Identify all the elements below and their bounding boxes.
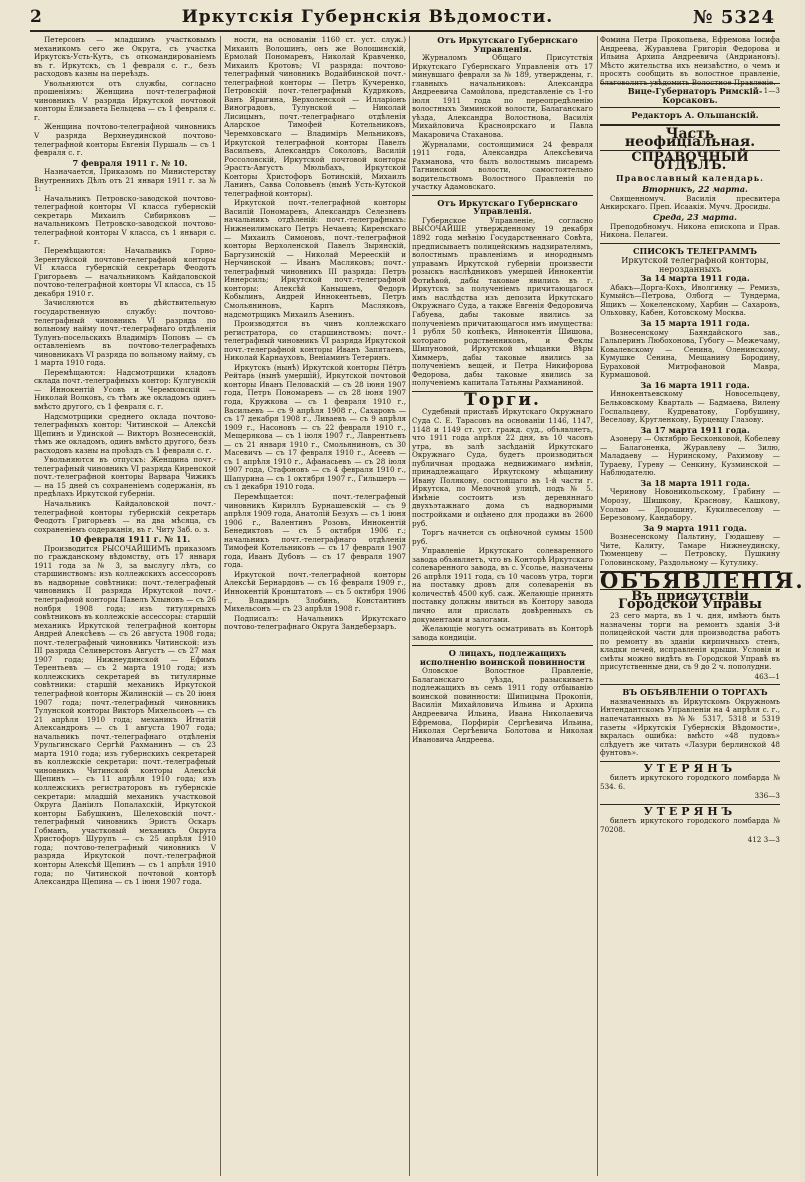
telegrams-subheading: Иркутской телеграфной конторы, нерозданныхъ (621, 255, 769, 274)
telegram-list: Черинову Новоникольскому, Грабину — Морозу, Шишкову, Краснову, Кашкову, Усолью — Дорошину, Кукилвеселову — Березовому, Кандабору. (600, 487, 780, 523)
paragraph: Журналомъ Общаго Присутствія Иркутскаго Губернскаго Управленія отъ 17 минувшаго февраля за № 189, утверждены, г. главныхъ начальниковъ: Александра Андреевича Самойлова, представленіе съ 1-го іюля 1911 года по переопредѣленію волостныхъ Зиминской волости, Балаганскаго уѣзда, Александра Волостнова, Василія Михайловича Красноярскаго и Павла Макаровича Стаханова. (412, 53, 593, 140)
ad-number: 463—1 (754, 671, 780, 681)
paragraph: Перемѣщается: почт.-телеграфный чиновникъ Кириллъ Бурнашевскій — съ 9 апрѣля 1909 года, Анатолій Безухъ — съ 1 іюня 1906 г., Валентинъ Розовъ, Иннокентій Бенедиктовъ — съ 5 октября 1906 г.; начальникъ почт.-телеграфнаго отдѣленія Тимофей Котельниковъ — съ 17 февраля 1907 года, Иванъ Дубовъ — съ 17 февраля 1907 года. (224, 491, 406, 570)
telegram-list: Вознесенскому Баяндайского зав., Гальперинъ Любохонова, Губогу — Межечаму, Ковалевскому — Сенина, Оленинскому, Кумушке Сенина, Мещанину Бородину, Бураховой Митрофановой Мавра, Курмашовой. (600, 327, 780, 380)
calendar-heading: Православный календарь. (616, 172, 764, 183)
paragraph: Надсмотрщики среднего оклада почтово-телеграфныхъ контор: Читинской — Алексѣй Щепинъ и Удинской — Викторъ Вознесенскій, тѣмъ же окладомъ, одинъ вмѣсто другого, безъ расходовъ казны на проѣздъ съ 1 февраля с. г. (34, 411, 216, 455)
telegram-list: Иннокентьевскому Новосельцеву, Бельковскому Кварталь — Бадмаева, Вилену Госпальцеву, Кудреватову, Горбушину, Веселову, Кругленкову, Бурцевцу Глазову. (600, 389, 780, 425)
auction-notice-heading: ВЪ ОБЪЯВЛЕНІИ О ТОРГАХЪ (622, 687, 768, 698)
section-heading: Отъ Иркутскаго Губернскаго Управленія. (437, 197, 578, 217)
telegram-date: За 14 марта 1911 года. (640, 273, 750, 284)
ad-number: 412 3—3 (747, 834, 780, 844)
paragraph: Оловское Волостное Правленіе, Балаганскаго уѣзда, разыскиваетъ подлежащихъ въ семъ 1911 году отбыванію воинской повинности: Шипицына Прокопія, Василія Михайловича Ильина и Архипа Андреевича Ильина, Ивана Николаевича Ефремова, Порфирія Сергѣевича Ильина, Николая Сергѣевича Болотова и Николая Ивановича Андреева. (412, 666, 593, 744)
column-1 (34, 36, 216, 1176)
paragraph: Губернское Управленіе, согласно ВЫСОЧАЙШЕ утвержденному 19 декабря 1892 года мнѣнію Государственнаго Совѣта, предписываетъ полицейскимъ надзирателямъ, волостнымъ правленіямъ и инороднымъ управамъ Иркутской губерніи произвести розыскъ наслѣдниковъ умершей Иннокентіи Фотиѣвой, дабы таковые явились въ г. Иркутскъ за полученіемъ причитающагося имъ наслѣдства изъ депозита Иркутскаго Окружнаго Суда, а также Евгенія Федоровича Габуева, дабы таковые явились за полученіемъ причитающагося имъ имущества: 1 рубля 50 копѣекъ, Иннокентія Шишова, котораго родственниковъ, и Феклы Шипуновой, Иркутской мѣщанки Вѣры Химмеръ, дабы таковые явились за полученіемъ вещей, и Петра Никифорова Федорова, дабы таковые явились за полученіемъ капитала Татьяны Рахманиной. (412, 215, 593, 388)
page-number: 2 (30, 7, 42, 27)
editor-signature: Редакторъ А. Ольшанскій. (631, 110, 759, 121)
signature: Подписалъ: Начальникъ Иркутскаго почтово-телеграфнаго Округа Зандеберзаръ. (224, 613, 406, 632)
paragraph: Управленіе Иркутскаго солеваренного завода объявляетъ, что въ Конторѣ Иркутскаго солеваренного завода, въ с. Усолье, назначены 26 апрѣля 1911 года, съ 10 часовъ утра, торги на поставку дровъ для солеваренія въ количествѣ 4500 куб. саж. Желающіе принять поставку должны явиться въ Контору завода лично или прислать довѣренныхъ съ документами и залогами. (412, 546, 593, 624)
paragraph: Назначается, Приказомъ по Министерству Внутреннихъ Дѣлъ отъ 21 января 1911 г. за № 1: (34, 167, 216, 194)
paragraph: Увольняются въ отпускъ: Женщина почт.-телеграфный чиновникъ VI разряда Киренской почт.-телеграфной конторы Варвара Чижикъ — на 15 дней съ сохраненіемъ содержанія, въ предѣлахъ Иркутской губерніи. (34, 455, 216, 499)
divider (600, 243, 780, 244)
column-3 (412, 36, 593, 1176)
ad-number: 336—3 (754, 791, 780, 801)
paragraph: Начальникъ Кайдаловской почт.-телеграфной конторы губернскій секретарь Феодотъ Григорьевъ — на два мѣсяца, съ сохраненіемъ содержанія, въ г. Читу Заб. о. з. (34, 498, 216, 534)
telegram-list: Абакъ—Дорга-Кохъ, Иволгинку — Ремизъ, Кумыйсъ—Петрова, Олбогд — Тундерма, Ящикъ — Хокеленскому, Харбин — Сахаровъ, Ольховку, Кабен, Котовскому Москва. (600, 282, 780, 318)
divider (600, 684, 780, 685)
ad-text: назначенныхъ въ Иркутскомъ Окружномъ Интендантскомъ Управленіи на 4 апрѣля с. г., напечатанныхъ въ №№ 5317, 5318 и 5319 газеты «Иркутскія Губернскія Вѣдомости», вкралась ошибка: вмѣсто «48 пудовъ» слѣдуетъ же читать «Лазури берлинской 48 фунтовъ». (600, 696, 780, 758)
paragraph: Петерсонъ — младшимъ участковымъ механикомъ сего же Округа, съ участка Иркутскъ-Усть-Кутъ, съ откомандированіемъ въ г. Иркутскъ, съ 1 февраля с. г., безъ расходовъ казны на переѣздъ. (34, 35, 216, 79)
telegram-date: За 18 марта 1911 года. (640, 477, 750, 488)
paragraph: Женщина почтово-телеграфной чиновникъ V разряда Верхнеудинской почтово-телеграфной конторы Евгенія Пуршаль — съ 1 февраля с. г. (34, 122, 216, 158)
paragraph: Перемѣщаются: Начальникъ Горно-Зерентуйской почтово-телеграфной конторы VI класса губернскій секретарь Феодотъ Григорьевъ — начальникомъ Кайдаловской почтово-телеграфной конторы VI класса, съ 15 декабря 1910 г. (34, 246, 216, 298)
ad-text: 23 сего марта, въ 1 ч. дня, имѣютъ быть назначены торги на ремонтъ зданія 3-й полицейской части для производства работъ по ремонту въ зданіи кирпичныхъ стенъ, кладки печей, исправленія крыши. Условія и смѣты можно видѣть въ Городской Управѣ въ присутственные дни, съ 9 до 2 ч. пополудни. (600, 610, 780, 672)
auctions-heading: Торги. (464, 389, 541, 410)
announcements-heading: ОБЪЯВЛЕНІЯ. (600, 568, 805, 594)
telegrams-heading: СПИСОКЪ ТЕЛЕГРАММЪ (632, 245, 757, 256)
paragraph: ности, на основаніи 1160 ст. уст. служ.) Михаилъ Волошинъ, онъ же Волошинскій, Ермолай Пономаревъ, Николай Кравченко, Михаилъ Кротовъ; VI разряда: почтово-телеграфный чиновникъ Водайбинской почт.-телеграфной конторы — Петръ Кучеренко, Петровскій почт.-телеграфный Кудряковъ, Ванъ Ярыгина, Верхоленской — Илларіонъ Виноградовъ, Тулунской — Николай Лисицынъ, почт.-телеграфнаго отдѣленія Аларское Тимофей Котельниковъ, Черемховскаго — Владиміръ Мельниковъ, Иркутской телеграфной конторы Павелъ Васильевъ, Александръ Соколовъ, Василій Россоловскій, Иркутской почтовой конторы Эрастъ-Августъ Мюльбахъ, Иркутской Конторы Христофоръ Ботинскій, Михаилъ Ланинъ, Савва Соловьевъ (нынѣ Усть-Кутской телеграфной конторы). (224, 35, 406, 198)
telegram-list: Азонеру — Октябрю Бесконковой, Кобелеву — Балагоненка, Журавлеву — Зилю, Маладаеву — Нуринскому, Рахимову — Тураеву, Гуреву — Сенкину, Кузминской — Наблюдателю. (600, 434, 780, 478)
paragraph: Производится РЫСОЧАЙШИМЪ приказомъ по гражданскому вѣдомству, отъ 17 января 1911 года за № 3, за выслугу лѣтъ, со старшинствомъ: изъ коллежскихъ ассессоровъ въ надворные совѣтники: почт.-телеграфный чиновникъ II разряда Иркутской почт.-телеграфной конторы Павелъ Хлыновъ — съ 26 ноября 1908 года; изъ титулярныхъ совѣтниковъ въ коллежскіе ассессоры: старшій механикъ Иркутской телеграфной конторы Андрей Алексѣевъ — съ 26 августа 1908 года; почт.-телеграфный чиновникъ Читинской: изъ III разряда Селиверстовъ Августъ — съ 27 мая 1907 года; Нижнеудинской — Ефимъ Терентьевъ — съ 2 марта 1910 года; изъ коллежскихъ секретарей въ титулярные совѣтники: старшій механикъ Иркутской телеграфной конторы Жилинскій — съ 20 іюня 1907 года; почт.-телеграфный чиновникъ Тулунской конторы Викторъ Михельсонъ — съ 21 апрѣля 1910 года; механикъ Игнатій Александровъ — съ 1 августа 1907 года; начальникъ почт.-телеграфнаго отдѣленія Урульгинскаго Сергѣй Рахманинъ — съ 23 марта 1910 года; изъ губернскихъ секретарей въ коллежскіе секретари: почт.-телеграфный чиновникъ Читинской конторы Алексѣй Щепинъ — съ 11 апрѣля 1910 года; изъ коллежскихъ регистраторовъ въ губернскіе секретари: младшій механикъ участковой Округа Даніилъ Попалахскій, Иркутской конторы Бабушкинъ, Шелеховскій почт.-телеграфный чиновникъ Эристъ Оскаръ Гобманъ, участковый механикъ Округа Христофоръ Шурупъ — съ 25 апрѣля 1910 года; почтово-телеграфный чиновникъ V разряда Иркутской почт.-телеграфной конторы Алексѣй Щепинъ — съ 1 апрѣля 1910 года; по Читинской почтовой конторѣ Александра Щепина — съ 1 іюня 1907 года. (34, 543, 216, 887)
paragraph: Судебный приставъ Иркутскаго Окружнаго Суда С. Е. Тарасовъ на основаніи 1146, 1147, 1148 и 1149 ст. уст. гражд. суд., объявляетъ, что 1911 года апрѣля 22 дня, въ 10 часовъ утра, въ залѣ засѣданій Иркутскаго Окружнаго Суда, будетъ производиться публичная продажа недвижимаго имѣнія, принадлежащаго Иркутскому мѣщанину Ивану Полякову, состоящаго въ 1-й части г. Иркутска, по Мелочной улицѣ, подъ № 5. Имѣніе состоитъ изъ деревяннаго двухъэтажнаго дома съ надворными постройками и оцѣнено для продажи въ 2600 руб. (412, 407, 593, 528)
calendar-day: Среда, 23 марта. (652, 212, 738, 223)
divider (412, 645, 593, 646)
issue-number: № 5324 (693, 6, 775, 28)
paragraph: Журналами, состоящимися 24 февраля 1911 года, Александра Алексѣевича Рахманова, что былъ волостнымъ писаремъ Тагнинской волости, самостоятельно водительствомъ Волостного Правленія по участку Адамовскаго. (412, 139, 593, 192)
vice-governor-signature: Вице-Губернаторъ Римскій-Корсаковъ. (627, 86, 763, 105)
paragraph: Перемѣщаются: Надсмотрщики кладовъ склада почт.-телеграфныхъ контор: Кулгунскій — Иннокентій Усовъ и Черемховскій — Николай Волковъ, съ тѣмъ же окладомъ одинъ вмѣсто другого, съ 1 февраля с. г. (34, 367, 216, 411)
column-divider (220, 36, 221, 1176)
ad-number: 1—3 (763, 86, 780, 96)
divider (600, 107, 780, 108)
calendar-text: Священномуч. Василія пресвитера Анкирскаго. Преп. Исаакія. Мучч. Дросиды. (600, 193, 780, 212)
paragraph: Иркутской почт.-телеграфной конторы Василій Пономаревъ, Александръ Селезневъ начальникъ отдѣленій: почт.-телеграфныхъ: Нижнеилимскаго Петръ Нечаевъ; Киренскаго — Михаилъ Симоновъ, почт.-телеграфной конторы Верхоленской Павелъ Зырянскій, Баргузинскій — Николай Мереескій и Нерчинской — Иванъ Масляковъ; почт.-телеграфный чиновникъ III разряда: Петръ Иннерсиль; Иркутской почт.-телеграфной конторы: Алексѣй Канышевъ, Федоръ Кобылинъ, Андрей Иннокентьевъ, Петръ Смольяниновъ, Карпъ Масляковъ, надсмотрщикъ Михаилъ Азенинъ. (224, 198, 406, 319)
section-heading: О лицахъ, подлежащихъ исполненію воинской повинности (419, 648, 586, 667)
telegram-list: Вознесенскому Пальтину, Гюдашеву — Чите, Калиту, Тамаре Нижнеудинску, Тюменцеву — Петровску, Пушкину Головинскому, Раздольному — Кутулику. (600, 532, 780, 567)
telegram-date: За 9 марта 1911 года. (643, 522, 747, 533)
paragraph: Зачисляются въ дѣйствительную государственную службу: почтово-телеграфный чиновникъ VI разряда по вольному найму почт.-телеграфнаго отдѣленія Тулунъ-посельскихъ Владиміръ Поповъ — съ оставленіемъ въ почтово-телеграфныхъ чиновникахъ VI разряда по вольному найму, съ 1 марта 1910 года. (34, 298, 216, 368)
paragraph: Фомина Петра Прокопьева, Ефремова Іосифа Андреева, Журавлева Григорія Федорова и Ильина Архипа Андреевича (Андриановъ). Мѣсто жительства ихъ неизвѣстно, о чемъ и просятъ сообщить въ волостное правленіе, благоволитъ увѣдомить Волостное Правленіе. (600, 35, 780, 87)
newspaper-title: Иркутскія Губернскія Вѣдомости. (181, 7, 554, 27)
section-heading: Отъ Иркутскаго Губернскаго Управленія. (437, 35, 578, 54)
lost-heading: УТЕРЯНЪ (643, 804, 737, 818)
telegram-date: За 17 марта 1911 года. (640, 424, 750, 435)
paragraph: Производятся въ чинъ коллежскаго регистратора, со старшинствомъ: почт.-телеграфный чиновникъ VI разряда Иркутской почт.-телеграфной конторы Иванъ Запятаевъ, Николай Карнауховъ, Веніаминъ Тетеринъ. (224, 319, 406, 363)
column-divider (409, 36, 410, 1176)
city-council-heading: Въ присутствіи Городской Управы (618, 588, 762, 613)
ad-text: билетъ иркутского городского ломбарда № 534. 6. (600, 773, 780, 791)
column-divider (597, 36, 598, 1176)
ad-text: билетъ иркутского городского ломбарда № 70208. (600, 816, 780, 835)
calendar-day: Вторникъ, 22 марта. (642, 184, 748, 195)
masthead (30, 4, 775, 32)
calendar-text: Преподобномуч. Никона епископа и Прав. Никона. Пелагеи. (600, 221, 780, 240)
order-date: 7 февраля 1911 г. № 10. (72, 157, 188, 168)
column-2 (224, 36, 406, 1176)
lost-heading: УТЕРЯНЪ (643, 761, 737, 775)
paragraph: Иркутскъ (нынѣ) Иркутской конторы Пётръ Рейтарь (нынѣ умершій), Иркутской почтовой конторы Иванъ Пеловаскій — съ 28 іюня 1907 года, Петръ Пономаревъ — съ 28 іюня 1907 года, Кружкова — съ 1 февраля 1910 г., Васильевъ — съ 9 апрѣля 1908 г., Сахаровъ — съ 17 декабря 1908 г., Ливаевъ — съ 9 апрѣля 1909 г., Насоновъ — съ 22 февраля 1910 г., Мещерякова — съ 1 іюля 1907 г., Лаврентьевъ — съ 21 января 1910 г., Смольяниновъ, съ 30 Масевичъ — съ 17 февраля 1910 г., Асеевъ — съ 1 апрѣля 1910 г., Афанасьевъ — съ 28 іюля 1907 года, Стафоновъ — съ 4 февраля 1910 г., Шапурина — съ 1 октября 1907 г., Гильшеръ — съ 1 декабря 1910 года. (224, 362, 406, 492)
divider (600, 83, 780, 84)
unofficial-part-heading: Часть неофиціальная. (624, 125, 756, 151)
paragraph: Увольняются отъ службы, согласно прошеніямъ: Женщина почт-телеграфной чиновникъ V разряда Иркутской почтовой конторы Елизавета Бельцева — съ 1 февраля с. г. (34, 78, 216, 122)
reference-heading: СПРАВОЧНЫЙ ОТДѢЛЪ. (631, 149, 749, 174)
paragraph: Желающіе могутъ осматривать въ Конторѣ завода кондиціи. (412, 624, 593, 642)
column-4 (600, 80, 805, 1176)
order-date: 10 февраля 1911 г. № 11. (69, 534, 191, 545)
paragraph: Торгъ начнется съ оцѣночной суммы 1500 руб. (412, 528, 593, 546)
paragraph: Начальникъ Петровско-заводской почтово-телеграфной конторы VI класса губернскій секретарь Михаилъ Сибиряковъ — начальникомъ Петровско-заводской почтово-телеграфной конторы V класса, съ 1 января с. г. (34, 193, 216, 246)
paragraph: Иркутской почт.-телеграфной конторы Алексѣй Бернардовъ — съ 16 февраля 1909 г., Иннокентій Кронштатовъ — съ 5 октября 1906 г., Владиміръ Злобинъ, Константинъ Михельсонъ — съ 23 апрѣля 1908 г. (224, 569, 406, 614)
telegram-date: За 16 марта 1911 года. (640, 379, 750, 390)
divider (412, 195, 593, 196)
telegram-date: За 15 марта 1911 года. (640, 318, 750, 329)
